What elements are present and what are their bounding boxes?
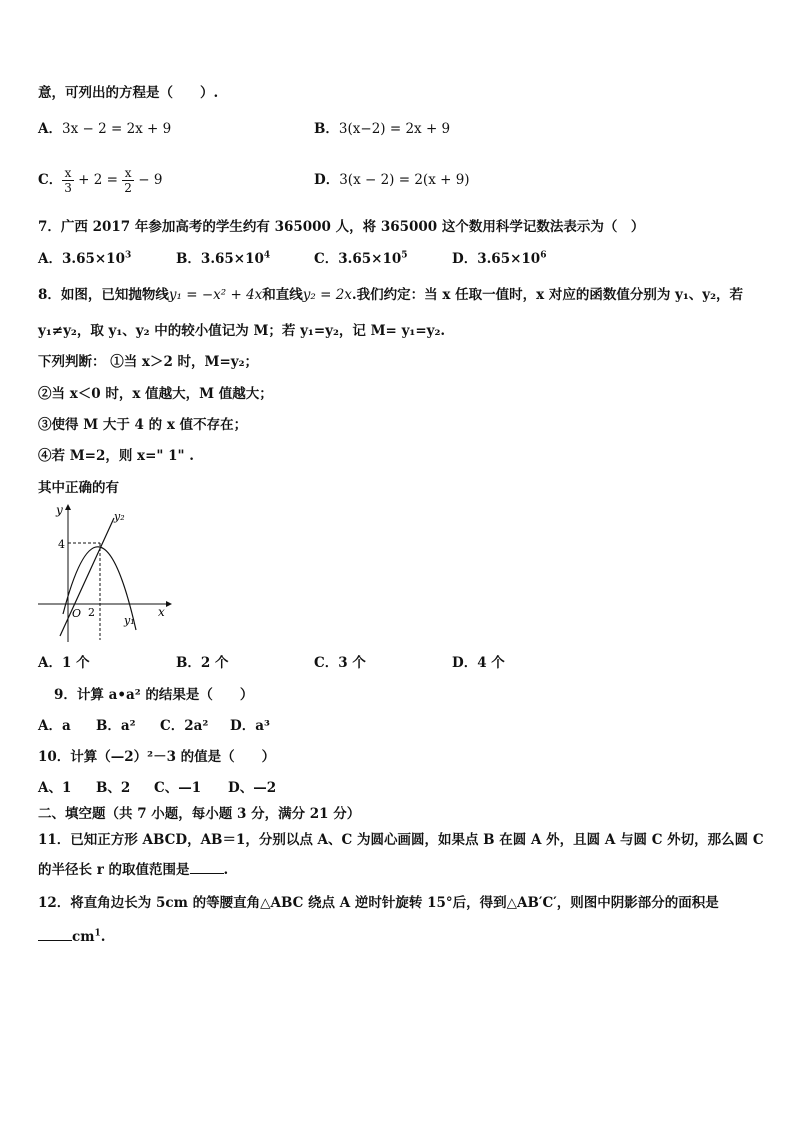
q10-stem: 10．计算（—2）²－3 的值是（ ） <box>38 749 276 765</box>
label-origin: O <box>72 607 82 620</box>
q8-which-correct: 其中正确的有 <box>38 480 119 496</box>
label-4: 4 <box>58 538 65 551</box>
q12-line2 <box>38 926 105 947</box>
q6-stem-end: 意，可列出的方程是（ ）. <box>38 85 219 101</box>
q7-option-d <box>452 249 546 269</box>
q6-option-c-frac1 <box>62 166 74 195</box>
q7-option-c <box>314 249 408 269</box>
label-y: y <box>56 503 63 517</box>
q6-c-tail: − 9 <box>133 172 163 188</box>
q7-b-label: B． <box>176 251 201 267</box>
q8-stem-line2: y₁≠y₂，取 y₁、y₂ 中的较小值记为 M；若 y₁=y₂，记 M= y₁=y₂. <box>38 323 446 339</box>
q10-option-d: D、—2 <box>228 780 277 796</box>
q6-c-frac2-den: 2 <box>124 181 132 195</box>
q12-unit: cm <box>72 929 95 945</box>
q9-stem: 9．计算 a•a² 的结果是（ ） <box>54 687 254 703</box>
q8-stem-c: .我们约定：当 x 任取一值时，x 对应的函数值分别为 y₁、y₂，若 <box>351 287 744 303</box>
q11-line1: 11．已知正方形 ABCD，AB＝1，分别以点 A、C 为圆心画圆，如果点 B 在圆 A 外，且圆 A 与圆 C 外切，那么圆 C <box>38 832 764 848</box>
q8-y2-expr: y₂ = 2x <box>302 287 352 303</box>
q10-option-b: B、2 <box>96 780 131 796</box>
q9-option-d: D．a³ <box>230 718 270 734</box>
q12-answer-blank <box>38 926 72 941</box>
q6-option-d-text: 3(x − 2) = 2(x + 9) <box>339 172 470 188</box>
q12-unit-exp: 1 <box>94 928 101 939</box>
q8-option-c: C．3 个 <box>314 655 366 671</box>
label-y1: y₁ <box>124 614 135 627</box>
section-2-title: 二、填空题（共 7 小题，每小题 3 分，满分 21 分） <box>38 806 361 822</box>
q8-stem-line1 <box>38 285 743 305</box>
q6-option-a <box>38 119 171 139</box>
q8-function-graph <box>34 500 174 648</box>
q8-judgement-4: ④若 M=2，则 x=" 1" . <box>38 448 194 464</box>
q7-option-a <box>38 249 131 269</box>
label-2: 2 <box>88 606 95 619</box>
q7-a-label: A． <box>38 251 62 267</box>
q7-d-exp: 6 <box>540 250 547 261</box>
q7-d-label: D． <box>452 251 478 267</box>
q7-a-base: 3.65×10 <box>61 251 125 267</box>
q10-option-a: A、1 <box>38 780 72 796</box>
y-axis-arrow <box>65 504 71 510</box>
q6-c-frac2-num: x <box>122 166 134 181</box>
q7-c-label: C． <box>314 251 339 267</box>
q7-b-base: 3.65×10 <box>200 251 264 267</box>
q6-option-c <box>38 162 162 198</box>
q6-option-b-text: 3(x−2) = 2x + 9 <box>338 121 451 137</box>
q6-c-mid: + 2 = <box>73 172 123 188</box>
q8-judge-intro-line <box>38 352 258 372</box>
q6-c-frac1-den: 3 <box>64 181 72 195</box>
q7-b-exp: 4 <box>263 250 271 261</box>
q7-stem: 7．广西 2017 年参加高考的学生约有 365000 人，将 365000 这个数用科学记数法表示为（ ） <box>38 219 645 235</box>
q10-option-c: C、—1 <box>154 780 202 796</box>
q9-option-c: C．2a² <box>160 718 209 734</box>
q11-line2-text: 的半径长 r 的取值范围是 <box>38 862 190 878</box>
q7-option-b <box>176 249 270 269</box>
q8-judge-intro: 下列判断： <box>38 354 106 370</box>
q6-option-a-text: 3x − 2 = 2x + 9 <box>61 121 172 137</box>
q8-option-b: B．2 个 <box>176 655 229 671</box>
q7-a-exp: 3 <box>124 250 132 261</box>
q6-option-a-label: A． <box>38 121 62 137</box>
q8-judgement-2: ②当 x＜0 时，x 值越大，M 值越大； <box>38 386 273 402</box>
q7-c-base: 3.65×10 <box>338 251 402 267</box>
q9-option-b: B．a² <box>96 718 136 734</box>
q11-answer-blank <box>190 859 224 874</box>
q12-line2-end: . <box>100 929 106 945</box>
q7-d-base: 3.65×10 <box>477 251 541 267</box>
q11-line2-end: . <box>223 862 229 878</box>
q8-judgement-3: ③使得 M 大于 4 的 x 值不存在； <box>38 417 248 433</box>
x-axis-arrow <box>166 601 172 607</box>
q8-option-d: D．4 个 <box>452 655 505 671</box>
q8-option-a: A．1 个 <box>38 655 90 671</box>
q8-judgement-1: ①当 x＞2 时，M=y₂； <box>110 354 259 370</box>
q12-line1: 12．将直角边长为 5cm 的等腰直角△ABC 绕点 A 逆时针旋转 15°后，得到△AB′C′，则图中阴影部分的面积是 <box>38 895 719 911</box>
q6-option-d <box>314 170 470 190</box>
q8-stem-b: 和直线 <box>262 287 303 303</box>
q6-option-b-label: B． <box>314 121 339 137</box>
label-x: x <box>158 605 165 619</box>
q6-option-c-frac2 <box>122 166 134 195</box>
q6-option-b <box>314 119 450 139</box>
label-y2: y₂ <box>114 510 125 523</box>
q6-option-c-label: C． <box>38 172 63 188</box>
q9-option-a: A．a <box>38 718 71 734</box>
q7-c-exp: 5 <box>401 250 408 261</box>
q6-c-frac1-num: x <box>62 166 74 181</box>
q8-stem-a: 8．如图，已知抛物线 <box>38 287 169 303</box>
q6-option-d-label: D． <box>314 172 340 188</box>
q8-y1-expr: y₁ = −x² + 4x <box>168 287 263 303</box>
q11-line2 <box>38 859 228 880</box>
